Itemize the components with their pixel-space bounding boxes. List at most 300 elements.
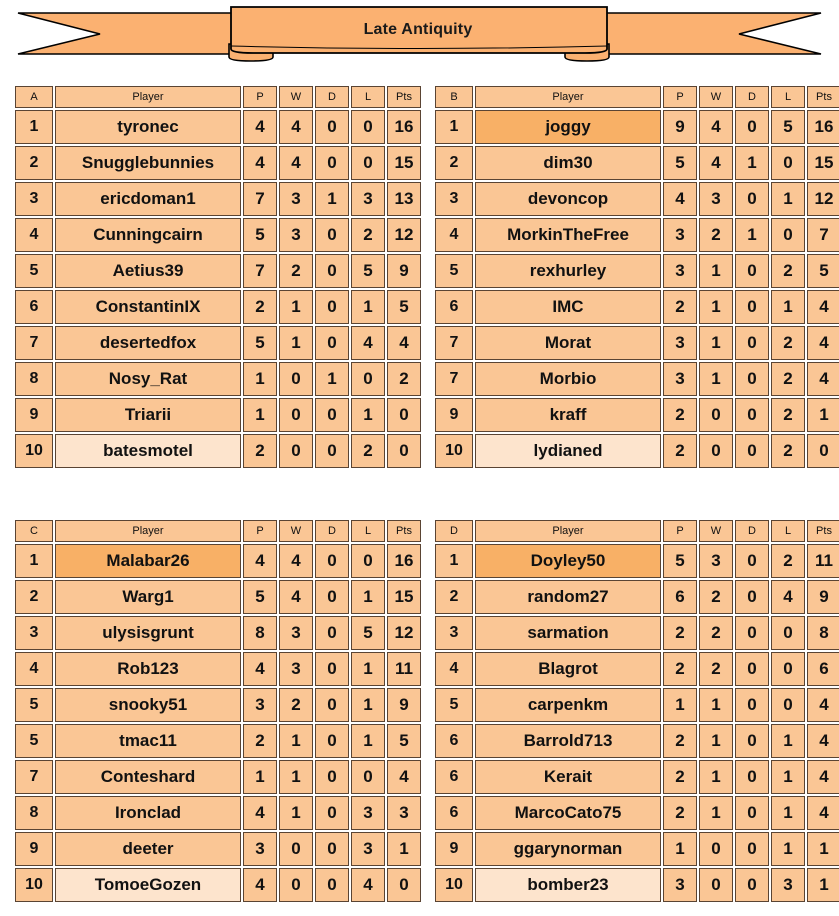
cell-points: 9 <box>387 688 421 722</box>
cell-position: 5 <box>15 724 53 758</box>
cell-points: 12 <box>807 182 839 216</box>
cell-player-name[interactable]: Conteshard <box>55 760 241 794</box>
cell-drawn: 0 <box>735 544 769 578</box>
table-row <box>15 326 421 360</box>
table-row <box>435 832 839 866</box>
cell-position: 7 <box>435 326 473 360</box>
cell-player-name[interactable]: Ironclad <box>55 796 241 830</box>
cell-lost: 0 <box>771 652 805 686</box>
cell-drawn: 0 <box>315 760 349 794</box>
cell-position: 1 <box>15 110 53 144</box>
cell-won: 0 <box>279 398 313 432</box>
cell-player-name[interactable]: ericdoman1 <box>55 182 241 216</box>
table-row <box>15 652 421 686</box>
table-body-a <box>15 110 421 468</box>
cell-position: 1 <box>435 110 473 144</box>
column-header-l: L <box>771 520 805 542</box>
cell-player-name[interactable]: ConstantinIX <box>55 290 241 324</box>
cell-points: 15 <box>387 580 421 614</box>
cell-points: 4 <box>807 796 839 830</box>
cell-lost: 5 <box>351 254 385 288</box>
cell-played: 3 <box>663 254 697 288</box>
cell-drawn: 1 <box>735 146 769 180</box>
ribbon-left-tail <box>18 13 250 54</box>
cell-drawn: 0 <box>735 290 769 324</box>
cell-lost: 2 <box>351 218 385 252</box>
cell-position: 6 <box>435 760 473 794</box>
cell-won: 1 <box>699 362 733 396</box>
cell-played: 3 <box>663 868 697 902</box>
table-row <box>435 688 839 722</box>
cell-points: 11 <box>807 544 839 578</box>
cell-played: 2 <box>243 724 277 758</box>
cell-player-name[interactable]: snooky51 <box>55 688 241 722</box>
cell-player-name[interactable]: Morat <box>475 326 661 360</box>
column-header-l: L <box>771 86 805 108</box>
cell-position: 5 <box>15 688 53 722</box>
cell-points: 4 <box>807 290 839 324</box>
table-row <box>15 580 421 614</box>
league-table-slot-a <box>0 84 420 470</box>
cell-points: 1 <box>807 832 839 866</box>
cell-won: 2 <box>699 218 733 252</box>
cell-played: 3 <box>243 832 277 866</box>
cell-points: 9 <box>807 580 839 614</box>
cell-won: 1 <box>699 326 733 360</box>
column-header-d: D <box>735 520 769 542</box>
cell-drawn: 0 <box>315 398 349 432</box>
cell-won: 0 <box>279 362 313 396</box>
cell-player-name[interactable]: Nosy_Rat <box>55 362 241 396</box>
table-row <box>435 724 839 758</box>
column-header-pts: Pts <box>807 520 839 542</box>
cell-position: 9 <box>435 832 473 866</box>
table-row <box>15 832 421 866</box>
table-row <box>15 110 421 144</box>
table-body-c <box>15 544 421 902</box>
column-header-p: P <box>663 86 697 108</box>
table-header-a <box>15 86 421 108</box>
cell-player-name[interactable]: kraff <box>475 398 661 432</box>
cell-player-name[interactable]: devoncop <box>475 182 661 216</box>
cell-played: 4 <box>243 544 277 578</box>
cell-played: 2 <box>663 760 697 794</box>
column-header-w: W <box>279 520 313 542</box>
cell-points: 1 <box>807 868 839 902</box>
table-row <box>435 580 839 614</box>
league-tables-grid <box>0 84 839 904</box>
cell-player-name[interactable]: MorkinTheFree <box>475 218 661 252</box>
table-row <box>15 760 421 794</box>
cell-points: 15 <box>807 146 839 180</box>
cell-position: 3 <box>15 182 53 216</box>
header-row <box>15 86 421 108</box>
cell-drawn: 0 <box>315 326 349 360</box>
cell-played: 4 <box>243 652 277 686</box>
cell-won: 1 <box>279 290 313 324</box>
cell-position: 10 <box>435 434 473 468</box>
cell-drawn: 0 <box>315 724 349 758</box>
cell-won: 2 <box>699 652 733 686</box>
cell-drawn: 0 <box>735 652 769 686</box>
cell-player-name[interactable]: rexhurley <box>475 254 661 288</box>
table-row <box>435 290 839 324</box>
cell-drawn: 0 <box>315 290 349 324</box>
cell-lost: 3 <box>351 796 385 830</box>
cell-lost: 3 <box>351 832 385 866</box>
cell-drawn: 0 <box>735 760 769 794</box>
cell-points: 0 <box>807 434 839 468</box>
cell-player-name[interactable]: lydianed <box>475 434 661 468</box>
cell-lost: 0 <box>351 362 385 396</box>
cell-position: 3 <box>435 182 473 216</box>
cell-played: 1 <box>243 398 277 432</box>
column-header-w: W <box>279 86 313 108</box>
column-header-pts: Pts <box>387 86 421 108</box>
cell-position: 10 <box>15 868 53 902</box>
cell-played: 2 <box>663 652 697 686</box>
cell-lost: 1 <box>771 832 805 866</box>
cell-drawn: 0 <box>315 832 349 866</box>
cell-points: 6 <box>807 652 839 686</box>
cell-player-name[interactable]: TomoeGozen <box>55 868 241 902</box>
cell-lost: 1 <box>771 760 805 794</box>
cell-position: 5 <box>435 688 473 722</box>
cell-lost: 3 <box>351 182 385 216</box>
cell-played: 1 <box>243 760 277 794</box>
cell-lost: 0 <box>351 110 385 144</box>
cell-drawn: 0 <box>315 616 349 650</box>
column-header-player: Player <box>475 520 661 542</box>
cell-player-name[interactable]: Morbio <box>475 362 661 396</box>
cell-player-name[interactable]: tyronec <box>55 110 241 144</box>
ribbon-right-tail <box>589 13 821 54</box>
cell-position: 2 <box>435 146 473 180</box>
cell-played: 2 <box>663 796 697 830</box>
table-header-b <box>435 86 839 108</box>
column-header-l: L <box>351 86 385 108</box>
cell-won: 3 <box>699 182 733 216</box>
cell-position: 2 <box>15 146 53 180</box>
column-header-w: W <box>699 86 733 108</box>
cell-won: 1 <box>699 760 733 794</box>
cell-position: 4 <box>15 218 53 252</box>
cell-played: 5 <box>243 580 277 614</box>
table-row <box>15 434 421 468</box>
cell-won: 1 <box>699 688 733 722</box>
cell-points: 4 <box>807 688 839 722</box>
cell-played: 2 <box>663 398 697 432</box>
cell-won: 3 <box>279 652 313 686</box>
cell-player-name[interactable]: Kerait <box>475 760 661 794</box>
table-row <box>435 652 839 686</box>
cell-played: 3 <box>663 362 697 396</box>
cell-position: 9 <box>15 398 53 432</box>
cell-lost: 0 <box>771 146 805 180</box>
cell-position: 6 <box>15 290 53 324</box>
cell-played: 4 <box>243 110 277 144</box>
table-row <box>435 254 839 288</box>
cell-position: 8 <box>15 796 53 830</box>
cell-won: 3 <box>279 616 313 650</box>
cell-points: 1 <box>387 832 421 866</box>
cell-won: 0 <box>279 868 313 902</box>
cell-won: 4 <box>699 110 733 144</box>
cell-drawn: 0 <box>735 362 769 396</box>
cell-drawn: 0 <box>735 326 769 360</box>
cell-played: 2 <box>243 434 277 468</box>
cell-won: 1 <box>699 254 733 288</box>
cell-position: 6 <box>435 724 473 758</box>
cell-player-name[interactable]: Aetius39 <box>55 254 241 288</box>
cell-drawn: 0 <box>735 868 769 902</box>
cell-position: 7 <box>15 326 53 360</box>
cell-position: 7 <box>15 760 53 794</box>
header-row <box>435 520 839 542</box>
cell-player-name[interactable]: Cunningcairn <box>55 218 241 252</box>
cell-won: 1 <box>699 724 733 758</box>
cell-lost: 2 <box>771 362 805 396</box>
cell-played: 2 <box>663 724 697 758</box>
cell-drawn: 0 <box>315 652 349 686</box>
cell-won: 4 <box>699 146 733 180</box>
table-body-d <box>435 544 839 902</box>
cell-player-name[interactable]: Blagrot <box>475 652 661 686</box>
cell-player-name[interactable]: sarmation <box>475 616 661 650</box>
table-row <box>435 796 839 830</box>
cell-position: 5 <box>435 254 473 288</box>
table-header-d <box>435 520 839 542</box>
column-header-d: D <box>315 86 349 108</box>
cell-won: 0 <box>699 434 733 468</box>
table-body-b <box>435 110 839 468</box>
table-row <box>15 868 421 902</box>
cell-drawn: 0 <box>315 580 349 614</box>
cell-lost: 1 <box>771 182 805 216</box>
cell-won: 1 <box>279 326 313 360</box>
cell-player-name[interactable]: dim30 <box>475 146 661 180</box>
cell-player-name[interactable]: desertedfox <box>55 326 241 360</box>
column-header-p: P <box>243 520 277 542</box>
cell-won: 0 <box>279 434 313 468</box>
cell-points: 15 <box>387 146 421 180</box>
cell-lost: 1 <box>771 290 805 324</box>
ribbon-center-plaque <box>231 7 607 53</box>
cell-drawn: 1 <box>735 218 769 252</box>
cell-won: 0 <box>699 868 733 902</box>
league-table-d <box>433 518 839 904</box>
cell-won: 2 <box>699 580 733 614</box>
cell-points: 2 <box>387 362 421 396</box>
group-label-b: B <box>435 86 473 108</box>
cell-played: 2 <box>663 290 697 324</box>
cell-position: 6 <box>435 796 473 830</box>
league-table-slot-b <box>420 84 839 470</box>
cell-played: 4 <box>243 146 277 180</box>
cell-played: 3 <box>663 218 697 252</box>
cell-player-name[interactable]: ggarynorman <box>475 832 661 866</box>
cell-points: 5 <box>387 724 421 758</box>
table-row <box>15 182 421 216</box>
table-row <box>435 398 839 432</box>
cell-won: 0 <box>699 832 733 866</box>
cell-won: 1 <box>279 796 313 830</box>
cell-player-name[interactable]: Doyley50 <box>475 544 661 578</box>
cell-lost: 1 <box>771 796 805 830</box>
cell-points: 4 <box>807 326 839 360</box>
group-label-c: C <box>15 520 53 542</box>
cell-points: 4 <box>387 326 421 360</box>
league-table-b <box>433 84 839 470</box>
cell-played: 8 <box>243 616 277 650</box>
cell-drawn: 0 <box>735 182 769 216</box>
cell-lost: 0 <box>771 616 805 650</box>
cell-played: 4 <box>663 182 697 216</box>
cell-drawn: 0 <box>315 544 349 578</box>
table-row <box>435 218 839 252</box>
cell-position: 7 <box>435 362 473 396</box>
cell-player-name[interactable]: Warg1 <box>55 580 241 614</box>
group-label-d: D <box>435 520 473 542</box>
cell-drawn: 0 <box>315 868 349 902</box>
cell-player-name[interactable]: bomber23 <box>475 868 661 902</box>
cell-won: 3 <box>699 544 733 578</box>
cell-points: 0 <box>387 868 421 902</box>
cell-position: 10 <box>435 868 473 902</box>
table-row <box>15 616 421 650</box>
header-row <box>435 86 839 108</box>
cell-played: 1 <box>243 362 277 396</box>
cell-points: 4 <box>807 724 839 758</box>
title-banner <box>0 0 839 78</box>
cell-position: 9 <box>435 398 473 432</box>
table-row <box>435 362 839 396</box>
cell-position: 5 <box>15 254 53 288</box>
cell-points: 12 <box>387 218 421 252</box>
league-table-slot-d <box>420 518 839 904</box>
cell-position: 1 <box>435 544 473 578</box>
table-row <box>15 254 421 288</box>
cell-player-name[interactable]: Snugglebunnies <box>55 146 241 180</box>
cell-won: 2 <box>699 616 733 650</box>
cell-position: 8 <box>15 362 53 396</box>
cell-lost: 2 <box>771 434 805 468</box>
cell-lost: 0 <box>351 146 385 180</box>
cell-player-name[interactable]: Triarii <box>55 398 241 432</box>
table-row <box>15 796 421 830</box>
cell-played: 2 <box>663 616 697 650</box>
table-row <box>15 398 421 432</box>
table-row <box>15 218 421 252</box>
table-row <box>435 182 839 216</box>
cell-drawn: 1 <box>315 362 349 396</box>
cell-played: 1 <box>663 688 697 722</box>
cell-points: 0 <box>387 434 421 468</box>
cell-won: 4 <box>279 580 313 614</box>
cell-player-name[interactable]: tmac11 <box>55 724 241 758</box>
cell-drawn: 0 <box>735 110 769 144</box>
cell-points: 5 <box>387 290 421 324</box>
cell-won: 4 <box>279 544 313 578</box>
cell-points: 16 <box>807 110 839 144</box>
cell-drawn: 0 <box>315 146 349 180</box>
cell-position: 9 <box>15 832 53 866</box>
cell-player-name[interactable]: batesmotel <box>55 434 241 468</box>
cell-drawn: 0 <box>735 688 769 722</box>
cell-drawn: 0 <box>735 796 769 830</box>
cell-player-name[interactable]: random27 <box>475 580 661 614</box>
cell-won: 1 <box>699 290 733 324</box>
column-header-pts: Pts <box>807 86 839 108</box>
cell-player-name[interactable]: ulysisgrunt <box>55 616 241 650</box>
cell-lost: 1 <box>351 688 385 722</box>
cell-played: 5 <box>243 326 277 360</box>
cell-lost: 0 <box>351 760 385 794</box>
cell-player-name[interactable]: MarcoCato75 <box>475 796 661 830</box>
cell-player-name[interactable]: carpenkm <box>475 688 661 722</box>
table-row <box>15 544 421 578</box>
cell-played: 5 <box>663 544 697 578</box>
cell-lost: 2 <box>351 434 385 468</box>
table-row <box>435 544 839 578</box>
cell-lost: 1 <box>771 724 805 758</box>
cell-points: 13 <box>387 182 421 216</box>
cell-points: 12 <box>387 616 421 650</box>
cell-position: 10 <box>15 434 53 468</box>
cell-player-name[interactable]: Rob123 <box>55 652 241 686</box>
cell-lost: 0 <box>351 544 385 578</box>
cell-played: 9 <box>663 110 697 144</box>
cell-position: 6 <box>435 290 473 324</box>
table-row <box>435 326 839 360</box>
cell-won: 4 <box>279 146 313 180</box>
cell-player-name[interactable]: IMC <box>475 290 661 324</box>
cell-position: 3 <box>15 616 53 650</box>
cell-drawn: 0 <box>315 218 349 252</box>
cell-position: 1 <box>15 544 53 578</box>
cell-played: 3 <box>243 688 277 722</box>
column-header-p: P <box>663 520 697 542</box>
league-table-a <box>13 84 423 470</box>
cell-player-name[interactable]: deeter <box>55 832 241 866</box>
cell-player-name[interactable]: Malabar26 <box>55 544 241 578</box>
column-header-player: Player <box>475 86 661 108</box>
cell-won: 2 <box>279 254 313 288</box>
cell-points: 4 <box>387 760 421 794</box>
cell-lost: 3 <box>771 868 805 902</box>
cell-lost: 2 <box>771 398 805 432</box>
cell-lost: 4 <box>771 580 805 614</box>
cell-drawn: 0 <box>735 434 769 468</box>
cell-played: 4 <box>243 868 277 902</box>
cell-player-name[interactable]: joggy <box>475 110 661 144</box>
cell-lost: 5 <box>351 616 385 650</box>
league-table-c <box>13 518 423 904</box>
cell-played: 6 <box>663 580 697 614</box>
cell-position: 4 <box>15 652 53 686</box>
cell-lost: 2 <box>771 254 805 288</box>
cell-player-name[interactable]: Barrold713 <box>475 724 661 758</box>
cell-position: 4 <box>435 218 473 252</box>
cell-points: 3 <box>387 796 421 830</box>
cell-won: 4 <box>279 110 313 144</box>
table-row <box>435 616 839 650</box>
cell-played: 4 <box>243 796 277 830</box>
table-row <box>15 146 421 180</box>
cell-won: 3 <box>279 182 313 216</box>
cell-points: 7 <box>807 218 839 252</box>
cell-lost: 2 <box>771 326 805 360</box>
